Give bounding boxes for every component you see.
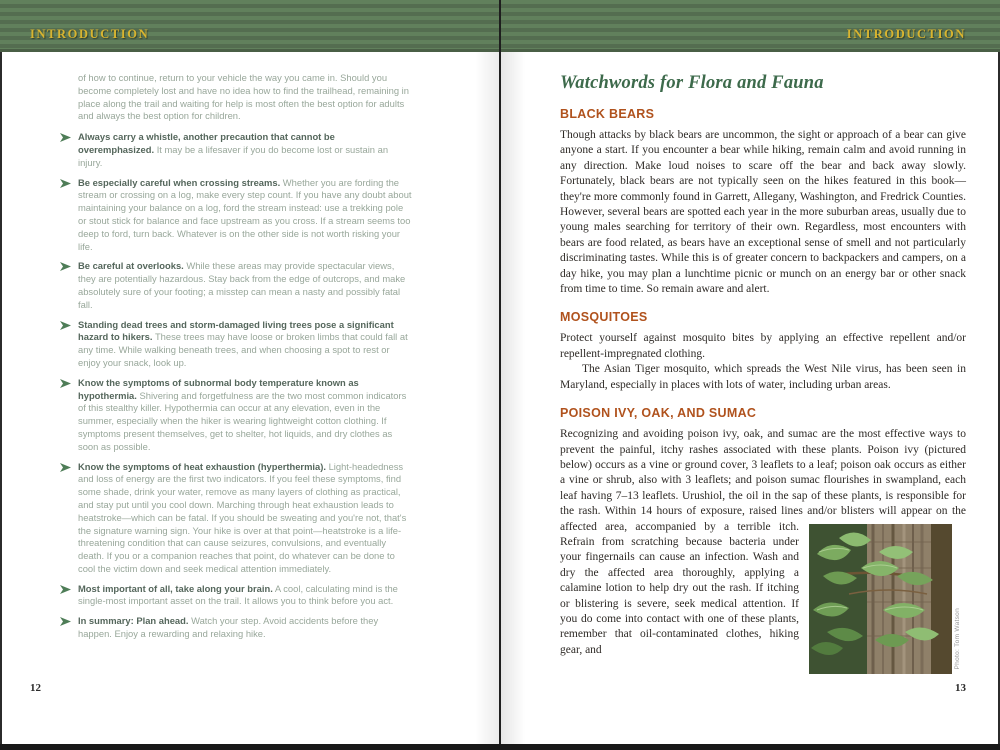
bullet-item-dead-trees bbox=[60, 319, 412, 370]
bullet-lead: Always carry a whistle, another precaution that cannot be overemphasized. bbox=[78, 131, 335, 155]
book-spine-divider bbox=[499, 0, 501, 750]
black-bears-paragraph: Though attacks by black bears are uncommon, the sight or approach of a bear can give anyone a start. If you encounter a bear while hiking, remain calm and avoid running in any direction. Make loud noises to scare off the bear and back away slowly. Fortunately, black bears are not typically seen on the hikes featured in this book—they're more commonly found in Garrett, Allegany, Washington, and Fredrick Counties. However, several bears are spotted each year in the more suburban areas, usually due to young males searching for territory of their own. Regardless, most encounters with bears are food related, as bears have an exceptional sense of smell and not particularly discriminating tastes. While this is of greater concern to backpackers and campers, on a day hike, you may plan a lunchtime picnic or munch on an energy bar or other snack from time to time. So remain aware and alert. bbox=[560, 129, 966, 296]
bullet-lead: In summary: Plan ahead. bbox=[78, 615, 189, 627]
bullet-lead: Most important of all, take along your brain. bbox=[78, 582, 273, 594]
bullet-body: It may be a lifesaver if you do become lost or sustain an injury. bbox=[78, 143, 389, 168]
poison-ivy-paragraph bbox=[560, 427, 967, 670]
bullet-arrow-icon bbox=[60, 131, 78, 169]
bullet-text bbox=[78, 461, 412, 576]
bullet-arrow-icon bbox=[60, 377, 78, 454]
bullet-lead: Know the symptoms of subnormal body temperature known as hypothermia. bbox=[78, 376, 359, 401]
bullet-body: These trees may have loose or broken limbs that could fall at any time. While walking beneath trees, and when choosing a spot to rest or enjoy your snack, look up. bbox=[78, 331, 408, 368]
bullet-lead: Standing dead trees and storm-damaged living trees pose a significant hazard to hikers. bbox=[78, 318, 394, 343]
bullet-body: Shivering and forgetfulness are the two most common indicators of this stealthy killer. Hypothermia can occur at any elevation, even in the summer, especially when the hiker is wearing lightweight cotton clothing. If symptoms present themselves, get to shelter, hot liquids, and dry clothes as soon as possible. bbox=[78, 389, 407, 452]
bullet-body: Whether you are fording the stream or crossing on a log, make every step count. If you have any doubt about maintaining your balance on a log, ford the stream instead: use a trekking pole or stout stick for balance and face upstream as you cross. If a stream seems too deep to ford, turn back. Whatever is on the other side is not worth risking your life. bbox=[78, 176, 412, 252]
mosquitoes-paragraph-2: The Asian Tiger mosquito, which spreads the West Nile virus, has been seen in Maryland, especially in places with lots of water, including urban areas. bbox=[560, 363, 966, 391]
heading-poison-ivy: POISON IVY, OAK, AND SUMAC bbox=[560, 406, 757, 421]
mosquitoes-paragraph-1: Protect yourself against mosquito bites by applying an effective repellent and/or repellent-impregnated clothing. bbox=[560, 332, 966, 360]
page-number-left: 12 bbox=[30, 682, 41, 694]
bullet-lead: Be careful at overlooks. bbox=[78, 260, 184, 272]
bullet-item-overlooks bbox=[60, 260, 412, 311]
bullet-body: Watch your step. Avoid accidents before they happen. Enjoy a rewarding and relaxing hike. bbox=[78, 615, 379, 640]
bullet-text bbox=[78, 177, 412, 254]
bullet-item-summary bbox=[60, 615, 412, 641]
poison-ivy-photo bbox=[809, 524, 952, 674]
bullet-arrow-icon bbox=[60, 615, 78, 641]
heading-black-bears: BLACK BEARS bbox=[560, 107, 655, 121]
bullet-text bbox=[78, 319, 412, 370]
bullet-arrow-icon bbox=[60, 583, 78, 609]
spine-shadow-left bbox=[475, 52, 499, 750]
bullet-body: While these areas may provide spectacular views, they are potentially hazardous. Stay back from the edge of outcrops, and make absolutely sure of your footing; a misstep can mean a nasty and possibly fatal fall. bbox=[78, 260, 406, 310]
bullet-text bbox=[78, 615, 412, 641]
spine-shadow-right bbox=[501, 52, 525, 750]
left-page-content bbox=[60, 72, 412, 648]
bullet-arrow-icon bbox=[60, 319, 78, 370]
header-right-label: INTRODUCTION bbox=[846, 27, 966, 41]
bullet-item-brain bbox=[60, 583, 412, 609]
section-title-flora-fauna: Watchwords for Flora and Fauna bbox=[560, 73, 824, 93]
bullet-item-whistle bbox=[60, 131, 412, 169]
page-number-right: 13 bbox=[955, 682, 966, 694]
bullet-body: Light-headedness and loss of energy are the first two indicators. If you feel these symptoms, find some shade, drink your water, remove as many layers of clothing as practical, and stay put until you cool down. Marching through heat exhaustion leads to heatstroke—which can be fatal. If you should be sweating and you're not, that's the signature warning sign. Your hike is over at that point—heatstroke is a life-threatening condition that can cause seizures, convulsions, and eventually death. If you or a companion reaches that point, do whatever can be done to cool the victim down and seek medical attention immediately. bbox=[78, 460, 407, 574]
page-edge-bottom bbox=[0, 744, 1000, 750]
bullet-lead: Know the symptoms of heat exhaustion (hyperthermia). bbox=[78, 460, 326, 472]
bullet-item-heat-exhaustion bbox=[60, 461, 412, 576]
header-left-label: INTRODUCTION bbox=[30, 27, 150, 41]
bullet-item-hypothermia bbox=[60, 377, 412, 454]
bullet-item-streams bbox=[60, 177, 412, 254]
right-page-content bbox=[560, 72, 966, 676]
photo-credit: Photo: Tom Watson bbox=[953, 608, 961, 670]
bullet-text bbox=[78, 131, 412, 169]
page-edge-left bbox=[0, 52, 2, 750]
continuation-paragraph: of how to continue, return to your vehicle the way you came in. Should you become completely lost and have no idea how to find the trailhead, remaining in place along the trail and waiting for help is most often the best option for adults and always the best option for children. bbox=[78, 72, 409, 122]
bullet-arrow-icon bbox=[60, 461, 78, 576]
bullet-arrow-icon bbox=[60, 260, 78, 311]
poison-ivy-text-beside-photo: will appear on the affected area, accompanied by a terrible itch. Refrain from scratching because bacteria under your fingernails can cause an infection. Wash and dry the affected area thoroughly, applying a calamine lotion to help dry out the rash. If itching or blistering is severe, seek medical attention. If you do come into contact with one of these plants, remember that oil-contaminated clothes, hiking gear, and bbox=[560, 505, 967, 656]
bullet-arrow-icon bbox=[60, 177, 78, 254]
poison-ivy-photo-block bbox=[809, 524, 966, 674]
bullet-text bbox=[78, 583, 412, 609]
poison-ivy-text-before-photo: Recognizing and avoiding poison ivy, oak, and sumac are the most effective ways to prevent the painful, itchy rashes associated with these plants. Poison ivy (pictured below) occurs as a vine or ground cover, 3 leaflets to a leaf; poison oak occurs as either a vine or shrub, also with 3 leaflets; and poison sumac flourishes in swampland, each leaf having 7–13 leaflets. Urushiol, the oil in the sap of these plants, is responsible for the rash. Within 14 hours of exposure, raised lines and/or blisters bbox=[560, 428, 966, 518]
bullet-text bbox=[78, 377, 412, 454]
heading-mosquitoes: MOSQUITOES bbox=[560, 310, 648, 325]
bullet-lead: Be especially careful when crossing streams. bbox=[78, 176, 281, 188]
bullet-body: A cool, calculating mind is the single-most important asset on the trail. It allows you to think before you act. bbox=[78, 582, 398, 607]
bullet-text bbox=[78, 260, 412, 311]
